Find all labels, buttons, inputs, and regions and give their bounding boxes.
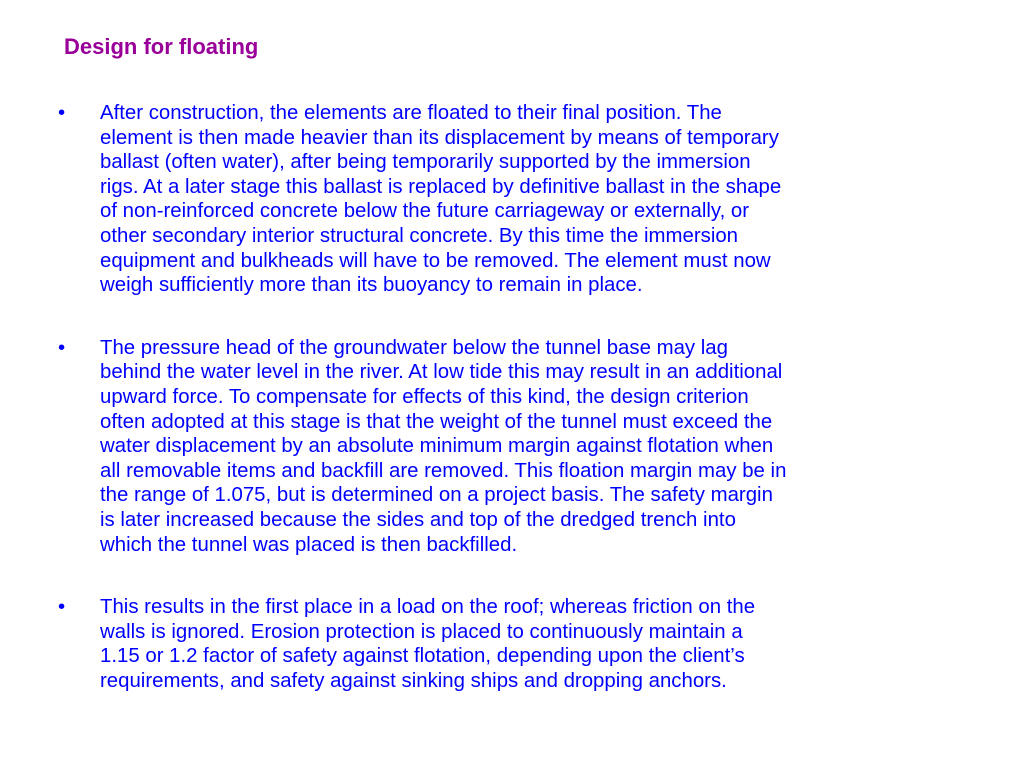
bullet-text	[100, 101, 968, 298]
text-line: upward force. To compensate for effects of this kind, the design criterion	[100, 385, 749, 408]
text-line: rigs. At a later stage this ballast is replaced by definitive ballast in the shape	[100, 175, 782, 198]
text-line: which the tunnel was placed is then backfilled.	[100, 533, 518, 556]
slide-title: Design for floating	[64, 34, 259, 59]
bullet-list	[58, 101, 968, 731]
text-line: weigh sufficiently more than its buoyancy to remain in place.	[100, 274, 643, 297]
text-line: element is then made heavier than its displacement by means of temporary	[100, 126, 779, 149]
bullet-marker: •	[58, 596, 66, 619]
text-line: This results in the first place in a load on the roof; whereas friction on the	[100, 596, 756, 619]
text-line: water displacement by an absolute minimum margin against flotation when	[100, 435, 774, 458]
text-line: the range of 1.075, but is determined on a project basis. The safety margin	[100, 484, 773, 507]
bullet-item	[58, 595, 968, 693]
text-line: all removable items and backfill are removed. This floation margin may be in	[100, 459, 787, 482]
text-line: ballast (often water), after being temporarily supported by the immersion	[100, 151, 751, 174]
bullet-item	[58, 101, 968, 298]
text-line: is later increased because the sides and top of the dredged trench into	[100, 508, 736, 531]
text-line: often adopted at this stage is that the weight of the tunnel must exceed the	[100, 410, 773, 433]
text-line: other secondary interior structural concrete. By this time the immersion	[100, 224, 739, 247]
text-line: behind the water level in the river. At low tide this may result in an additional	[100, 361, 783, 384]
text-line: walls is ignored. Erosion protection is placed to continuously maintain a	[100, 620, 743, 643]
bullet-text	[100, 595, 968, 693]
text-line: After construction, the elements are floated to their final position. The	[100, 102, 722, 124]
text-line: of non-reinforced concrete below the future carriageway or externally, or	[100, 200, 750, 223]
bullet-marker: •	[58, 102, 66, 124]
bullet-text	[100, 336, 968, 557]
text-line: requirements, and safety against sinking ships and dropping anchors.	[100, 669, 727, 692]
text-line: The pressure head of the groundwater below the tunnel base may lag	[100, 336, 728, 359]
bullet-marker: •	[58, 336, 66, 359]
text-line: equipment and bulkheads will have to be removed. The element must now	[100, 249, 771, 272]
bullet-item	[58, 336, 968, 557]
text-line: 1.15 or 1.2 factor of safety against flotation, depending upon the client’s	[100, 645, 745, 668]
